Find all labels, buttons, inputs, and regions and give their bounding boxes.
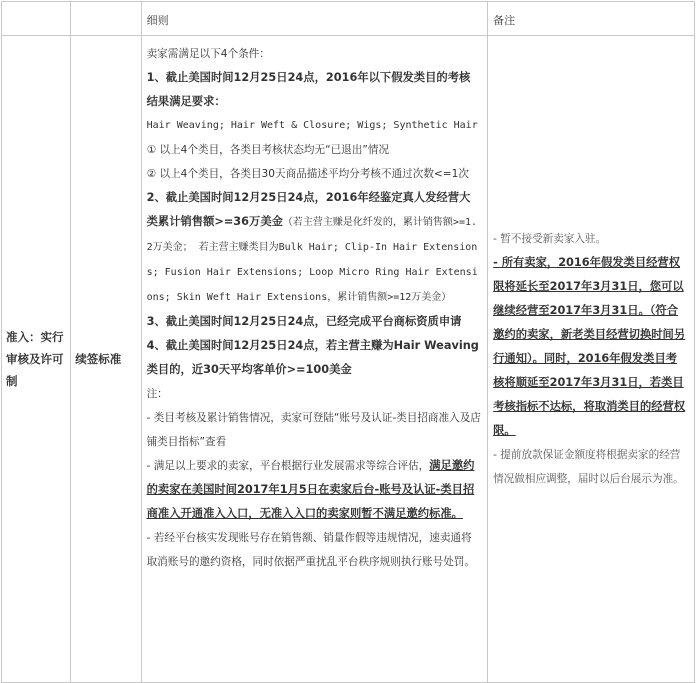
condition-1-item-a: ① 以上4个类目，各类目考核状态均无“已退出”情况: [146, 144, 390, 156]
condition-2-title: 2、截止美国时间12月25日24点，2016年经鉴定真人发经营大类累计销售额>=36万美金: [146, 191, 471, 228]
remarks-cell: [488, 36, 695, 683]
rules-intro: 卖家需满足以下4个条件：: [146, 48, 270, 60]
remark-1: - 暂不接受新卖家入驻。: [493, 233, 607, 245]
remark-2: - 所有卖家，2016年假发类目经营权限将延长至2017年3月31日，您可以继续经营至2017年3月31日。（符合邀约的卖家，新老类目经营切换时间另行通知）。同时，2016年假发类目考核将顺延至2017年3月31日，若类目考核指标不达标，将取消类目的经营权限。: [493, 256, 686, 437]
rules-cell: [141, 36, 488, 683]
condition-3-title: 3、截止美国时间12月25日24点，已经完成平台商标资质申请: [146, 315, 462, 328]
table-row: [2, 36, 695, 683]
condition-1-item-b: ② 以上4个类目，各类目30天商品描述平均分考核不通过次数<=1次: [146, 168, 470, 180]
note-2-text: - 满足以上要求的卖家，平台根据行业发展需求等综合评估，: [146, 460, 430, 472]
remark-3: - 提前放款保证金额度将根据卖家的经营情况做相应调整，届时以后台展示为准。: [493, 449, 684, 485]
category-cell: [2, 36, 71, 683]
header-cell-blank-1: [2, 2, 71, 36]
table-header-row: [2, 2, 695, 36]
standard-cell: [71, 36, 141, 683]
header-cell-remarks: [488, 2, 695, 36]
note-label: 注：: [146, 388, 168, 400]
note-2-emphasis: 满足邀约的卖家在美国时间2017年1月5日在卖家后台-账号及认证-类目招商准入开通准入入口，无准入入口的卖家则暂不满足邀约标准。: [146, 459, 475, 520]
category-label: 准入：实行审核及许可制: [6, 330, 64, 388]
standard-label: 续签标准: [75, 352, 122, 366]
note-3: - 若经平台核实发现账号存在销售额、销量作假等违规情况，速卖通将取消账号的邀约资格，同时依据严重扰乱平台秩序规则执行账号处罚。: [146, 532, 475, 568]
condition-4-title: 4、截止美国时间12月25日24点，若主营主赚为Hair Weaving类目的，近30天平均客单价>=100美金: [146, 339, 479, 376]
rules-table: [1, 1, 695, 683]
header-cell-rules: [141, 2, 488, 36]
condition-1-categories: Hair Weaving; Hair Weft & Closure; Wigs; Synthetic Hair: [146, 120, 478, 131]
header-remarks-label: 备注: [493, 14, 516, 27]
header-rules-label: 细则: [146, 14, 169, 27]
header-cell-blank-2: [71, 2, 141, 36]
condition-1-title: 1、截止美国时间12月25日24点，2016年以下假发类目的考核结果满足要求：: [146, 71, 471, 108]
condition-2-body: （若主营主赚是化纤发的，累计销售额>=1.2万美金； 若主营主赚类目为Bulk Hair; Clip-In Hair Extensions; Fusion Hair Extensions; Loop Micro Ring Hair Extensions; Skin Weft Hair Extensions，累计销售额>=12万美金）: [146, 217, 478, 303]
note-1: - 类目考核及累计销售情况，卖家可登陆“账号及认证-类目招商准入及店铺类目指标”查看: [146, 412, 481, 448]
